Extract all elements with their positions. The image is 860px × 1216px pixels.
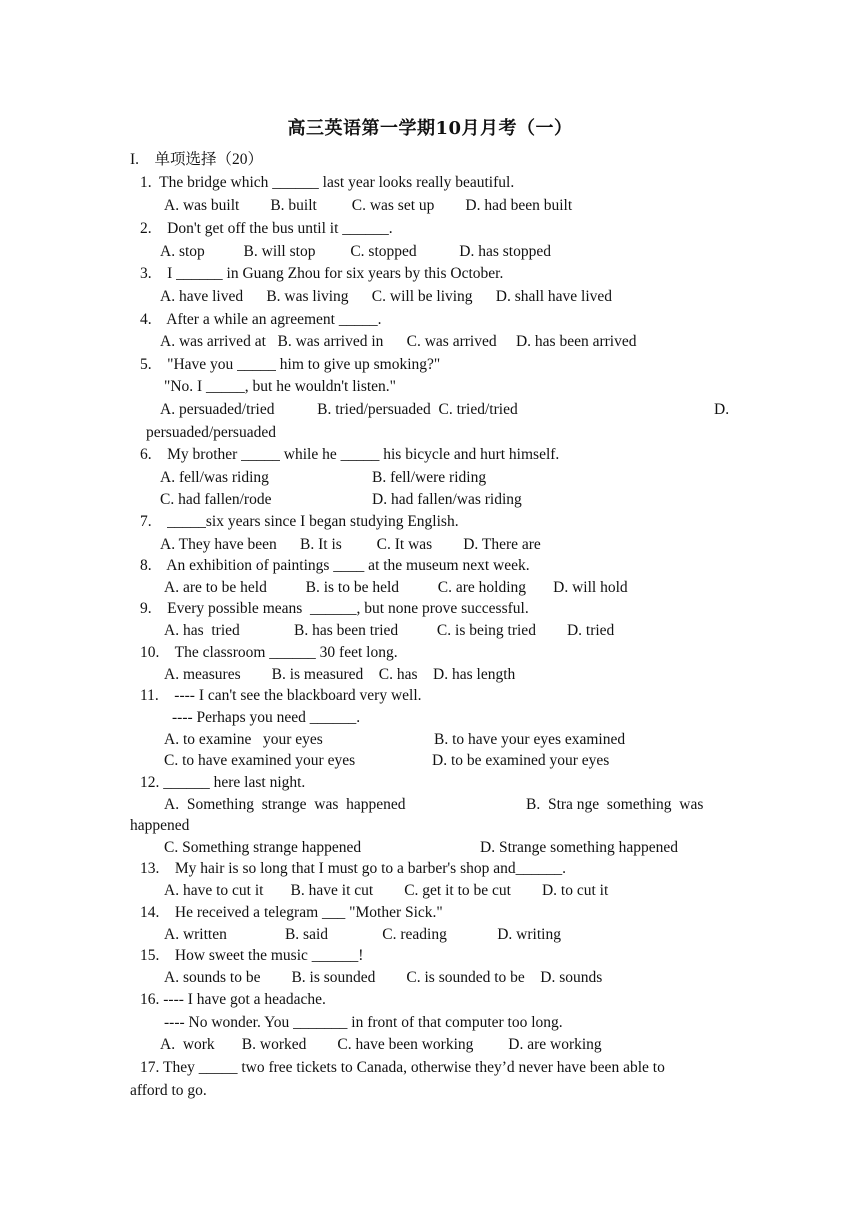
text-line: A. are to be held B. is to be held C. are holding D. will hold: [164, 579, 628, 596]
text-line: A. have to cut it B. have it cut C. get it to be cut D. to cut it: [164, 882, 609, 899]
text-line: A. Something strange was happened: [164, 796, 406, 813]
text-line: A. They have been B. It is C. It was D. There are: [160, 536, 541, 553]
text-line: C. Something strange happened: [164, 839, 362, 856]
text-line: 7. _____six years since I began studying English.: [140, 513, 459, 530]
text-line: 3. I ______ in Guang Zhou for six years by this October.: [140, 265, 504, 282]
text-line: afford to go.: [130, 1082, 207, 1099]
text-line: A. persuaded/tried B. tried/persuaded C. tried/tried: [160, 401, 518, 418]
text-line: 4. After a while an agreement _____.: [140, 311, 382, 328]
text-line: persuaded/persuaded: [146, 424, 276, 441]
text-line: B. to have your eyes examined: [434, 731, 626, 748]
text-line: 13. My hair is so long that I must go to a barber's shop and______.: [140, 860, 566, 877]
text-line: "No. I _____, but he wouldn't listen.": [164, 378, 397, 395]
text-line: D. Strange something happened: [480, 839, 679, 856]
text-line: 17. They _____ two free tickets to Canada, otherwise they’d never have been able to: [140, 1059, 665, 1076]
text-line: happened: [130, 817, 190, 834]
text-line: A. was built B. built C. was set up D. had been built: [164, 197, 573, 214]
text-line: 16. ---- I have got a headache.: [140, 991, 326, 1008]
text-line: ---- No wonder. You _______ in front of that computer too long.: [164, 1014, 563, 1031]
text-line: 14. He received a telegram ___ "Mother Sick.": [140, 904, 443, 921]
text-line: D. had fallen/was riding: [372, 491, 522, 508]
text-line: A. was arrived at B. was arrived in C. was arrived D. has been arrived: [160, 333, 637, 350]
text-line: B. Stra nge something was: [526, 796, 704, 813]
text-line: 11. ---- I can't see the blackboard very well.: [140, 687, 422, 704]
text-line: A. have lived B. was living C. will be living D. shall have lived: [160, 288, 613, 305]
text-line: 12. ______ here last night.: [140, 774, 306, 791]
text-line: D.: [714, 401, 730, 418]
text-line: 9. Every possible means ______, but none prove successful.: [140, 600, 529, 617]
text-line: A. sounds to be B. is sounded C. is sounded to be D. sounds: [164, 969, 603, 986]
text-line: 15. How sweet the music ______!: [140, 947, 364, 964]
text-line: 8. An exhibition of paintings ____ at the museum next week.: [140, 557, 530, 574]
text-line: I. 单项选择（20）: [130, 151, 264, 168]
text-line: D. to be examined your eyes: [432, 752, 610, 769]
text-line: A. has tried B. has been tried C. is being tried D. tried: [164, 622, 615, 639]
text-line: A. written B. said C. reading D. writing: [164, 926, 561, 943]
text-line: A. stop B. will stop C. stopped D. has stopped: [160, 243, 551, 260]
text-line: A. to examine your eyes: [164, 731, 323, 748]
text-line: B. fell/were riding: [372, 469, 487, 486]
text-line: 10. The classroom ______ 30 feet long.: [140, 644, 398, 661]
text-line: A. fell/was riding: [160, 469, 269, 486]
text-line: A. work B. worked C. have been working D. are working: [160, 1036, 602, 1053]
text-line: 6. My brother _____ while he _____ his bicycle and hurt himself.: [140, 446, 560, 463]
text-line: C. to have examined your eyes: [164, 752, 356, 769]
text-line: 1. The bridge which ______ last year looks really beautiful.: [140, 174, 515, 191]
text-line: A. measures B. is measured C. has D. has length: [164, 666, 516, 683]
text-line: 2. Don't get off the bus until it ______.: [140, 220, 393, 237]
text-line: C. had fallen/rode: [160, 491, 272, 508]
page-title: 高三英语第一学期10月月考（一）: [287, 118, 573, 139]
text-line: ---- Perhaps you need ______.: [172, 709, 361, 726]
text-line: 5. "Have you _____ him to give up smoking?": [140, 356, 441, 373]
